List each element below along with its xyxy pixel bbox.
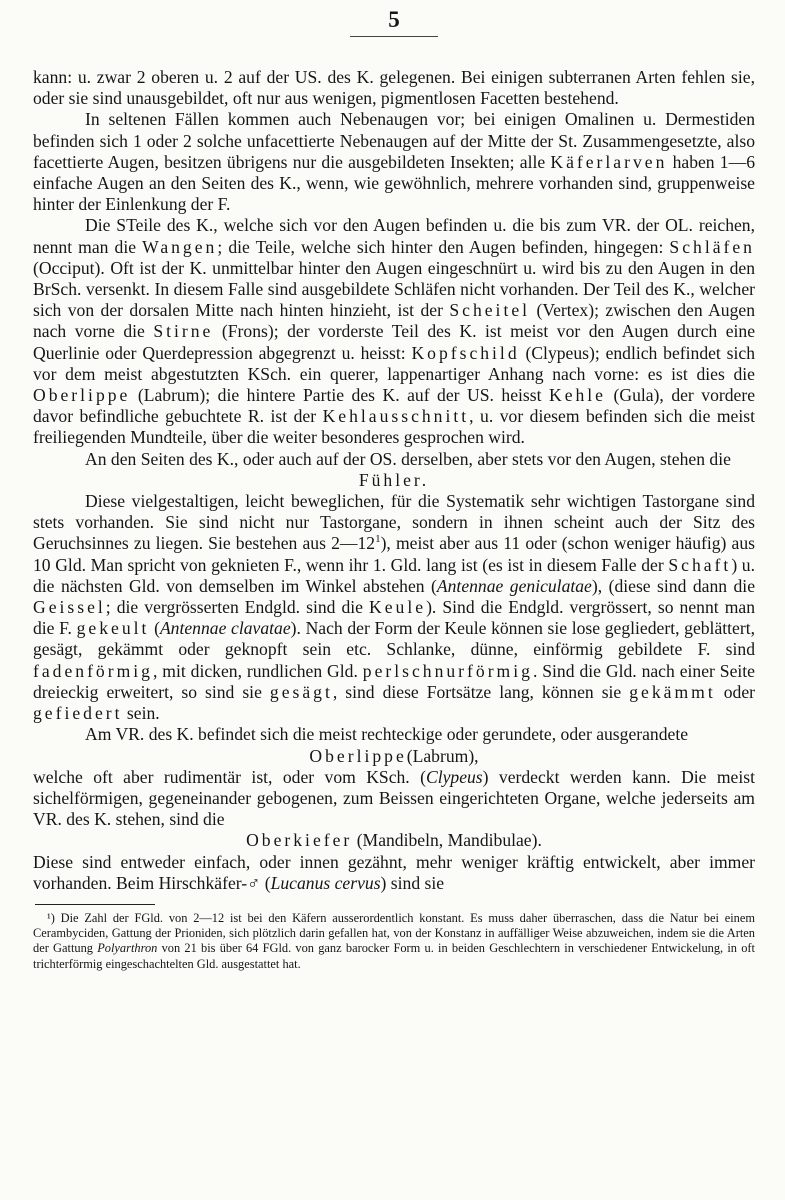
term-oberlippe: Oberlippe [33,385,131,406]
paragraph-kopfteile: Die STeile des K., welche sich vor den Augen befinden u. die bis zum VR. der OL. reichen, nennt man die Wangen; die Teile, welche sich hinter den Augen befinden, hingegen: Schläfen (Occiput). Oft ist der K. unmittelbar hinter den Augen eingeschnürt u. wird bis zu den Augen in den BrSch. versenkt. In diesem Falle sind ausgebildete Schläfen nicht vorhanden. Der Teil des K., welcher sich von der dorsalen Mitte nach hinten hinzieht, ist der Scheitel (Vertex); zwischen den Augen nach vorne die Stirne (Frons); der vorderste Teil des K. ist meist vor den Augen durch eine Querlinie oder Querdepression abgegrenzt u. heisst: Kopfschild (Clypeus); endlich befindet sich vor dem meist abgestutzten KSch. ein querer, lappenartiger Anhang nach vorne: es ist dies die Oberlippe (Labrum); die hintere Partie des K. auf der US. heisst Kehle (Gula), der vordere davor befindliche gebuchtete R. ist der Kehlausschnitt, u. vor diesem befinden sich die meist freiliegenden Mundteile, über die weiter besonderes gesprochen wird. [33,215,756,448]
paragraph-nebenaugen: In seltenen Fällen kommen auch Nebenaugen vor; bei einigen Omalinen u. Dermestiden befinden sich 1 oder 2 solche unfacettierte Nebenaugen auf der Mitte der St. Zusammengesetzte, also facettierte Augen, besitzen übrigens nur die ausgebildeten Insekten; alle Käferlarven haben 1—6 einfache Augen an den Seiten des K., wenn, wie gewöhnlich, mehrere vorhanden sind, gruppenweise hinter der Einlenkung der F. [33,109,755,215]
latin-clypeus: Clypeus [425,766,483,787]
term-stirne: Stirne [153,321,214,342]
footnote-rule [35,904,155,905]
term-perlschnurfoermig: perlschnurförmig [362,660,533,681]
latin-polyarthron: Polyarthron [97,941,158,956]
term-gefiedert: gefiedert [33,703,123,724]
paragraph-oberlippe-intro: Am VR. des K. befindet sich die meist rechteckige oder gerundete, oder ausgerandete [85,724,689,745]
term-gesaegt: gesägt [269,681,333,702]
term-keule: Keule [369,597,427,618]
term-gekeult: gekeult [76,618,150,639]
paragraph-fuehler-intro: An den Seiten des K., oder auch auf der OS. derselben, aber stets vor den Augen, stehen die [85,448,731,469]
male-symbol-icon: ♂ [247,872,261,893]
paragraph-continuation: kann: u. zwar 2 oberen u. 2 auf der US. des K. gelegenen. Bei einigen subterranen Arten fehlen sie, oder sie sind unausgebildet, oft nur aus wenigen, pigmentlosen Facetten bestehend. [33,67,755,109]
page-number: 5 [388,7,400,32]
body-text [33,67,755,894]
term-schlaefen: Schläfen [669,236,755,257]
paragraph-fuehler: Diese vielgestaltigen, leicht beweglichen, für die Systematik sehr wichtigen Tastorgane sind stets vorhanden. Sie sind nicht nur Tastorgane, sondern in ihnen scheint auch der Sitz des Geruchsinnes zu liegen. Sie bestehen aus $2—12^1$), meist aber aus 11 oder (schon weniger häufig) aus 10 Gld. Man spricht von geknieten F., wenn ihr 1. Gld. lang ist (es ist in diesem Falle der Schaft) u. die nächsten Gld. von demselben im Winkel abstehen (Antennae geniculatae), (diese sind dann die Geissel; die vergrösserten Endgld. sind die Keule). Sind die Endgld. vergrössert, so nennt man die F. gekeult (Antennae clavatae). Nach der Form der Keule können sie lose gegliedert, geblättert, gesägt, gekämmt oder geknopft sein etc. Schlanke, dünne, einförmig gebildete F. sind fadenförmig, mit dicken, rundlichen Gld. perlschnurförmig. Sind die Gld. nach einer Seite dreieckig erweitert, so sind sie gesägt, sind diese Fortsätze lang, können sie gekämmt oder gefiedert sein. [33,491,755,724]
footnote: ¹) Die Zahl der FGld. von 2—12 ist bei den Käfern ausserordentlich konstant. Es muss daher überraschen, dass die Natur bei einem Cerambyciden, Gattung der Prioniden, sich plötzlich darin gefallen hat, von der Konstanz in auffälliger Weise abzuweichen, indem sie die Arten der Gattung Polyarthron von 21 bis über 64 FGld. von ganz barocker Form u. in beiden Geschlechtern in verschiedener Entwickelung, in oft trichterförmig eingeschachtelten Gld. ausgestattet hat. [33,910,756,971]
term-kehlausschnitt: Kehlausschnitt [322,406,470,427]
latin-lucanus-cervus: Lucanus cervus [270,872,381,893]
footnote-reference: 1 [375,533,381,546]
latin-antennae-geniculatae: Antennae geniculatae [436,575,592,596]
paragraph-oberlippe: welche oft aber rudimentär ist, oder vom KSch. (Clypeus) verdeckt werden kann. Die meist sichelförmigen, gegeneinander gebogenen, zum Beissen eingerichteten Organe, welche jederseits am VR. des K. stehen, sind die [33,766,755,830]
heading-oberlippe: Oberlippe(Labrum), [309,745,479,766]
term-gekaemmt: gekämmt [629,681,716,702]
header-rule [350,36,438,37]
term-fadenfoermig: fadenförmig [33,660,153,681]
term-kaeferlarven: Käferlarven [550,151,668,172]
footnote-mark: ¹) [47,910,55,925]
term-kehle: Kehle [548,385,606,406]
heading-fuehler: Fühler. [358,469,430,490]
term-geissel: Geissel [33,597,106,618]
term-schaft: Schaft [668,554,732,575]
paragraph-oberkiefer: Diese sind entweder einfach, oder innen gezähnt, mehr weniger kräftig entwickelt, aber immer vorhanden. Beim Hirschkäfer-♂ (Lucanus cervus) sind sie [33,851,755,893]
heading-oberkiefer: Oberkiefer (Mandibeln, Mandibulae). [246,830,542,851]
term-wangen: Wangen [142,236,218,257]
term-kopfschild: Kopfschild [411,342,520,363]
term-scheitel: Scheitel [449,300,531,321]
latin-antennae-clavatae: Antennae clavatae [159,618,291,639]
